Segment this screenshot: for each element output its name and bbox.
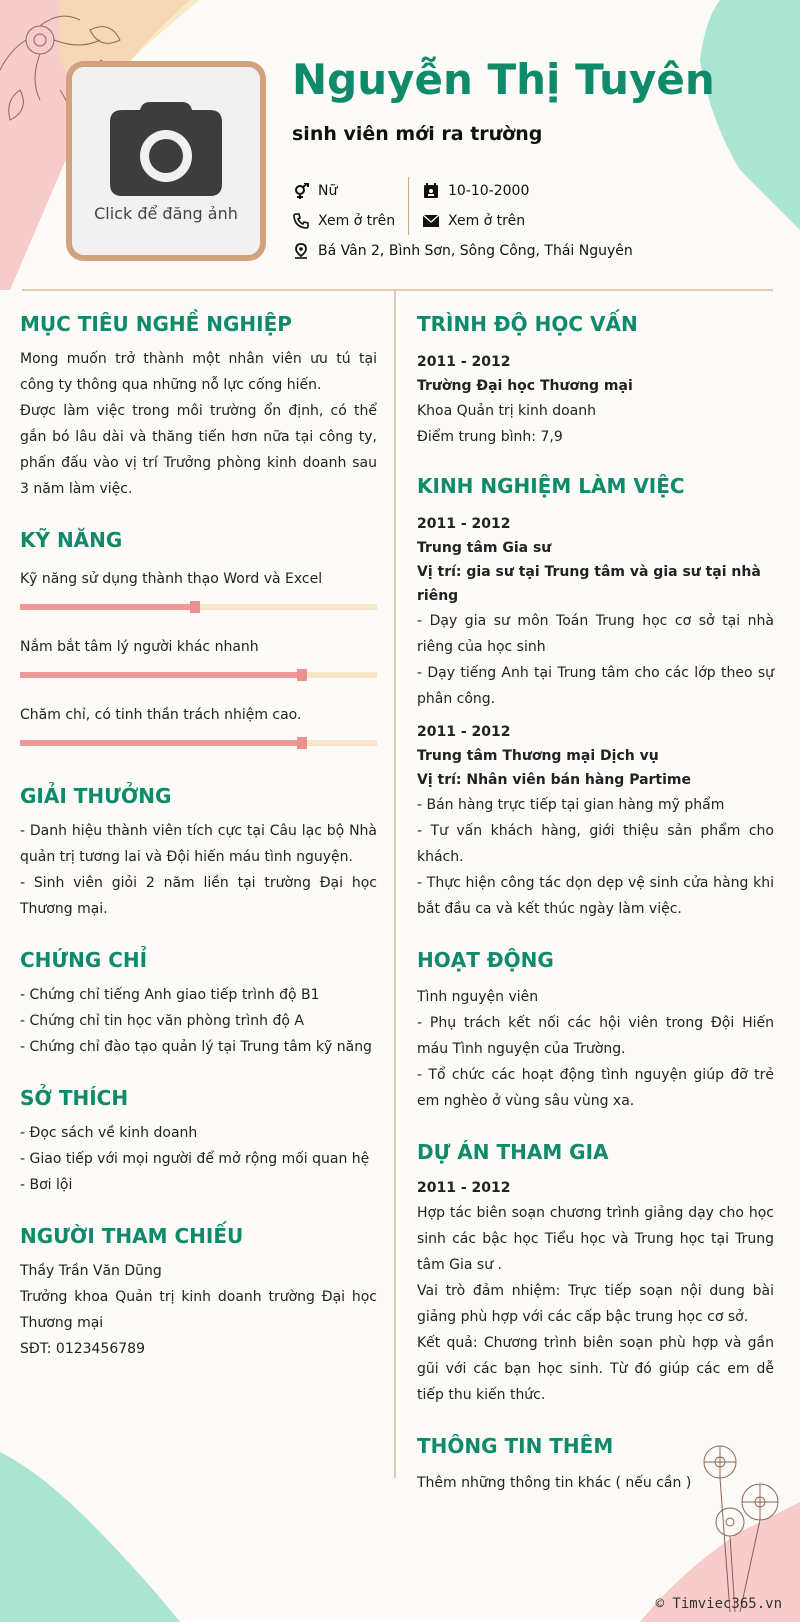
skill-level-knob [190, 601, 200, 613]
section-title: HOẠT ĐỘNG [417, 948, 554, 972]
hobby-item: - Bơi lội [20, 1177, 73, 1193]
section-title: SỞ THÍCH [20, 1086, 129, 1110]
job-duty: - Tư vấn khách hàng, giới thiệu sản phẩm cho khách. [417, 823, 774, 865]
skill-level-fill [20, 672, 302, 678]
skill-item [20, 702, 377, 746]
location-pin-icon [292, 242, 310, 260]
gpa: Điểm trung bình: 7,9 [417, 429, 563, 445]
hobby-item: - Đọc sách về kinh doanh [20, 1125, 198, 1141]
job-duty: - Thực hiện công tác dọn dẹp vệ sinh cửa hàng khi bắt đầu ca và kết thúc ngày làm việc. [417, 875, 774, 917]
extra-info-section [417, 1434, 774, 1496]
skill-level-knob [297, 737, 307, 749]
education-period: 2011 - 2012 [417, 354, 511, 370]
objective-section [20, 312, 377, 502]
job-duty: - Bán hàng trực tiếp tại gian hàng mỹ phẩm [417, 797, 725, 813]
project-line: Vai trò đảm nhiệm: Trực tiếp soạn nội dung bài giảng phù hợp với các cấp bậc trung học cơ sở. [417, 1283, 774, 1325]
skill-bar [20, 740, 377, 746]
section-title: GIẢI THƯỞNG [20, 784, 172, 808]
certificate-item: - Chứng chỉ tin học văn phòng trình độ A [20, 1013, 304, 1029]
school-name: Trường Đại học Thương mại [417, 378, 633, 394]
job-title: sinh viên mới ra trường [292, 123, 543, 145]
section-title: DỰ ÁN THAM GIA [417, 1140, 609, 1164]
award-item: - Danh hiệu thành viên tích cực tại Câu lạc bộ Nhà quản trị tương lai và Đội hiến máu tình nguyện. [20, 823, 377, 865]
watermark: © Timviec365.vn [655, 1596, 782, 1612]
certificate-item: - Chứng chỉ tiếng Anh giao tiếp trình độ B1 [20, 987, 320, 1003]
phone-value: Xem ở trên [318, 213, 396, 229]
section-title: KINH NGHIỆM LÀM VIỆC [417, 474, 685, 498]
experience-period: 2011 - 2012 [417, 724, 511, 740]
skill-label: Kỹ năng sử dụng thành thạo Word và Excel [20, 571, 323, 587]
photo-upload-label: Click để đăng ảnh [94, 203, 238, 223]
skill-label: Nắm bắt tâm lý người khác nhanh [20, 639, 259, 655]
skill-bar [20, 604, 377, 610]
envelope-icon [422, 212, 440, 230]
experience-section [417, 474, 774, 922]
certificate-item: - Chứng chỉ đào tạo quản lý tại Trung tâm kỹ năng [20, 1039, 372, 1055]
column-separator [394, 290, 396, 1478]
header-divider [408, 177, 409, 235]
project-line: Hợp tác biên soạn chương trình giảng dạy cho học sinh các bậc học Tiểu học và Trung học tại Trung tâm Gia sư . [417, 1205, 774, 1273]
address-value: Bá Vân 2, Bình Sơn, Sông Công, Thái Nguyên [318, 243, 633, 259]
phone-field [292, 212, 395, 230]
candidate-name: Nguyễn Thị Tuyên [292, 55, 715, 104]
award-item: - Sinh viên giỏi 2 năm liền tại trường Đại học Thương mại. [20, 875, 377, 917]
projects-section [417, 1140, 774, 1408]
experience-item [417, 512, 774, 712]
hobby-item: - Giao tiếp với mọi người để mở rộng mối quan hệ [20, 1151, 370, 1167]
major: Khoa Quản trị kinh doanh [417, 403, 596, 419]
skill-item [20, 566, 377, 610]
references-section [20, 1224, 377, 1362]
profile-photo-upload[interactable] [66, 61, 266, 261]
section-title: MỤC TIÊU NGHỀ NGHIỆP [20, 312, 292, 336]
project-line: Kết quả: Chương trình biên soạn phù hợp và gần gũi với các bạn học sinh. Từ đó giúp các em dễ tiếp thu kiến thức. [417, 1335, 774, 1403]
left-column [20, 312, 377, 1362]
camera-icon [110, 100, 222, 196]
email-value: Xem ở trên [448, 213, 526, 229]
awards-section [20, 784, 377, 922]
skill-item [20, 634, 377, 678]
reference-line: SĐT: 0123456789 [20, 1341, 145, 1357]
section-title: THÔNG TIN THÊM [417, 1434, 614, 1458]
gender-value: Nữ [318, 183, 338, 199]
objective-text: Mong muốn trở thành một nhân viên ưu tú tại công ty thông qua những nỗ lực cống hiến. [20, 351, 377, 393]
watercolor-decoration-bottom-left [0, 1432, 190, 1622]
reference-line: Thầy Trần Văn Dũng [20, 1263, 162, 1279]
skill-label: Chăm chỉ, có tinh thần trách nhiệm cao. [20, 707, 302, 723]
dob-value: 10-10-2000 [448, 183, 530, 199]
section-title: TRÌNH ĐỘ HỌC VẤN [417, 312, 638, 336]
company-name: Trung tâm Gia sư [417, 540, 552, 556]
objective-text: Được làm việc trong môi trường ổn định, có thể gắn bó lâu dài và thăng tiến hơn nữa tại công ty, phấn đấu vào vị trí Trưởng phòng kinh doanh sau 3 năm làm việc. [20, 403, 377, 497]
experience-item [417, 720, 774, 922]
skill-level-fill [20, 604, 195, 610]
gender-field [292, 182, 337, 200]
header-separator [22, 289, 773, 291]
section-title: CHỨNG CHỈ [20, 948, 148, 972]
gender-icon [292, 182, 310, 200]
email-field [422, 212, 525, 230]
activities-section [417, 948, 774, 1114]
position: Vị trí: gia sư tại Trung tâm và gia sư tại nhà riêng [417, 564, 761, 604]
skill-level-knob [297, 669, 307, 681]
certificates-section [20, 948, 377, 1060]
section-title: KỸ NĂNG [20, 528, 123, 552]
extra-info-text: Thêm những thông tin khác ( nếu cần ) [417, 1475, 692, 1491]
job-duty: - Dạy gia sư môn Toán Trung học cơ sở tại nhà riêng của học sinh [417, 613, 774, 655]
address-field [292, 242, 633, 260]
reference-line: Trưởng khoa Quản trị kinh doanh trường Đại học Thương mại [20, 1289, 377, 1331]
education-section [417, 312, 774, 450]
activity-line: Tình nguyện viên [417, 989, 539, 1005]
dob-field [422, 182, 529, 200]
section-title: NGƯỜI THAM CHIẾU [20, 1224, 244, 1248]
right-column [417, 312, 774, 1496]
experience-period: 2011 - 2012 [417, 516, 511, 532]
skills-section [20, 528, 377, 746]
hobbies-section [20, 1086, 377, 1198]
company-name: Trung tâm Thương mại Dịch vụ [417, 748, 659, 764]
watercolor-decoration-top-right [690, 0, 800, 240]
job-duty: - Dạy tiếng Anh tại Trung tâm cho các lớp theo sự phân công. [417, 665, 774, 707]
skill-bar [20, 672, 377, 678]
phone-icon [292, 212, 310, 230]
activity-line: - Phụ trách kết nối các hội viên trong Đội Hiến máu Tình nguyện của Trường. [417, 1015, 774, 1057]
project-period: 2011 - 2012 [417, 1180, 511, 1196]
calendar-icon [422, 182, 440, 200]
skill-level-fill [20, 740, 302, 746]
activity-line: - Tổ chức các hoạt động tình nguyện giúp đỡ trẻ em nghèo ở vùng sâu vùng xa. [417, 1067, 774, 1109]
position: Vị trí: Nhân viên bán hàng Partime [417, 772, 692, 788]
